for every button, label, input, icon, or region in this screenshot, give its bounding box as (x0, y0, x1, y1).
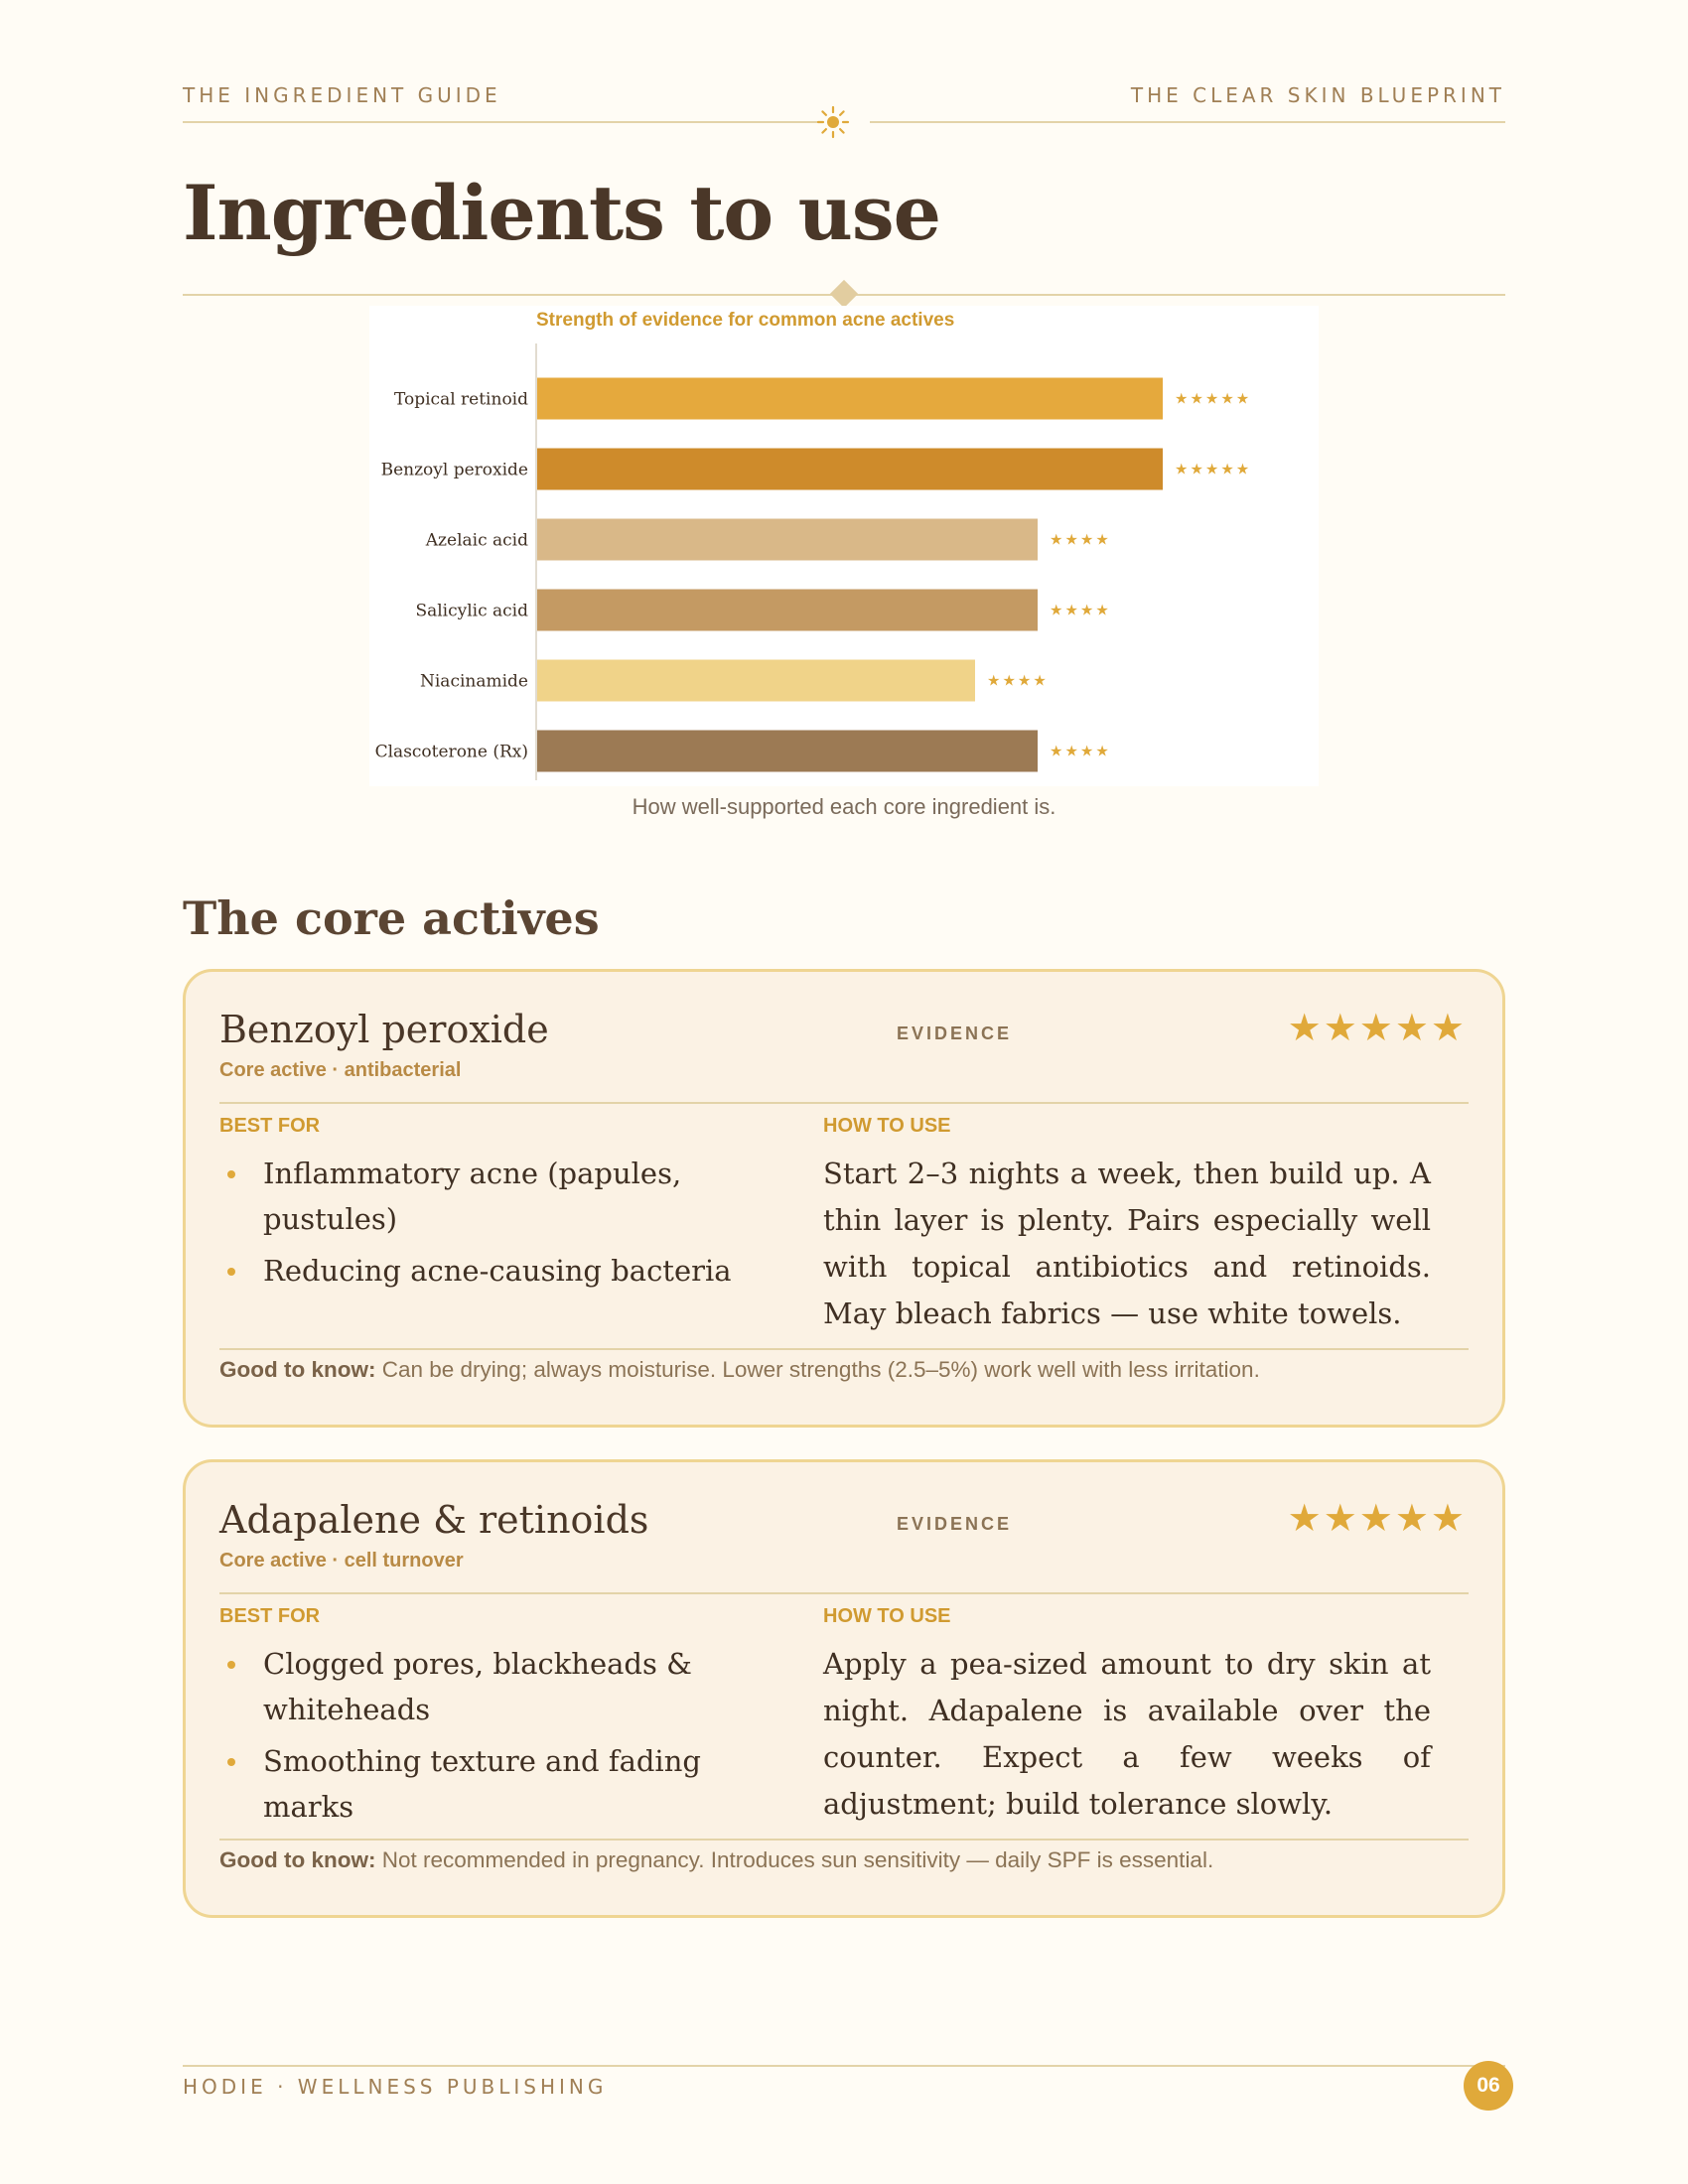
how-to-use-label: HOW TO USE (823, 1115, 951, 1137)
diamond-icon (830, 280, 858, 308)
best-for-list (219, 1641, 795, 1836)
chart-value-label: ★★★★ (1050, 742, 1111, 760)
footer-rule (183, 2065, 1505, 2067)
chart-title: Strength of evidence for common acne actives (536, 310, 955, 331)
list-item: Smoothing texture and fading marks (219, 1738, 795, 1830)
evidence-label: EVIDENCE (897, 1024, 1013, 1043)
chart-value-label: ★★★★ (987, 671, 1049, 690)
good-to-know (219, 1847, 1469, 1873)
how-to-use-text: Start 2–3 nights a week, then build up. A thin layer is plenty. Pairs especially well with topical antibiotics and retinoids. May bleach fabrics — use white towels. (823, 1157, 1431, 1330)
card-divider (219, 1348, 1469, 1350)
best-for-label: BEST FOR (219, 1115, 321, 1137)
section-title: The core actives (183, 891, 600, 945)
evidence-label: EVIDENCE (897, 1514, 1013, 1534)
chart-value-label: ★★★★ (1050, 601, 1111, 619)
chart-caption: How well-supported each core ingredient is. (632, 794, 1056, 819)
evidence-chart (369, 306, 1319, 786)
chart-bar (537, 378, 1163, 420)
page-number-badge: 06 (1464, 2061, 1513, 2111)
chart-value-label: ★★★★★ (1175, 460, 1252, 478)
list-item: Clogged pores, blackheads & whiteheads (219, 1641, 795, 1732)
page-title: Ingredients to use (183, 169, 940, 257)
chart-value-label: ★★★★ (1050, 530, 1111, 549)
how-to-use-label: HOW TO USE (823, 1605, 951, 1627)
header-rule-left (183, 121, 818, 123)
card-subtitle: Core active · antibacterial (219, 1059, 462, 1081)
chart-value-label: ★★★★★ (1175, 389, 1252, 408)
chart-tick-label: Topical retinoid (393, 389, 528, 410)
star-rating: ★★★★★ (1287, 1008, 1467, 1049)
good-to-know (219, 1357, 1469, 1383)
card-divider (219, 1102, 1469, 1104)
good-to-know-label: Good to know: (219, 1357, 376, 1382)
good-to-know-text: Not recommended in pregnancy. Introduces sun sensitivity — daily SPF is essential. (381, 1847, 1214, 1872)
chart-bar (537, 731, 1038, 772)
running-header (183, 83, 1505, 123)
good-to-know-label: Good to know: (219, 1847, 376, 1872)
chart-bar (537, 660, 975, 702)
card-divider (219, 1592, 1469, 1594)
best-for-list (219, 1151, 795, 1299)
chart-bar (537, 590, 1038, 631)
how-to-use-text: Apply a pea-sized amount to dry skin at night. Adapalene is available over the counter. Expect a few weeks of adjustment; build tolerance slowly. (823, 1647, 1431, 1821)
card-name: Benzoyl peroxide (219, 1008, 549, 1051)
header-left: THE INGREDIENT GUIDE (183, 83, 501, 107)
chart-tick-label: Clascoterone (Rx) (374, 742, 528, 762)
list-item: Inflammatory acne (papules, pustules) (219, 1151, 795, 1242)
card-subtitle: Core active · cell turnover (219, 1550, 464, 1571)
list-item: Reducing acne-causing bacteria (219, 1248, 795, 1294)
header-right: THE CLEAR SKIN BLUEPRINT (1130, 83, 1505, 107)
chart-tick-label: Niacinamide (420, 671, 528, 692)
ingredient-card-benzoyl-peroxide (183, 969, 1505, 1428)
ingredient-card-adapalene-retinoids (183, 1459, 1505, 1918)
sun-icon (816, 105, 850, 139)
chart-tick-label: Azelaic acid (425, 530, 528, 551)
chart-bar (537, 519, 1038, 561)
good-to-know-text: Can be drying; always moisturise. Lower strengths (2.5–5%) work well with less irritation. (381, 1357, 1260, 1382)
card-divider (219, 1839, 1469, 1841)
header-rule-right (870, 121, 1505, 123)
star-rating: ★★★★★ (1287, 1498, 1467, 1540)
evidence-chart-svg (369, 306, 1319, 786)
footer-text: HODIE · WELLNESS PUBLISHING (183, 2075, 608, 2099)
chart-tick-label: Salicylic acid (415, 601, 528, 621)
best-for-label: BEST FOR (219, 1605, 321, 1627)
chart-tick-label: Benzoyl peroxide (380, 460, 528, 480)
card-name: Adapalene & retinoids (219, 1498, 649, 1542)
chart-bar (537, 449, 1163, 490)
